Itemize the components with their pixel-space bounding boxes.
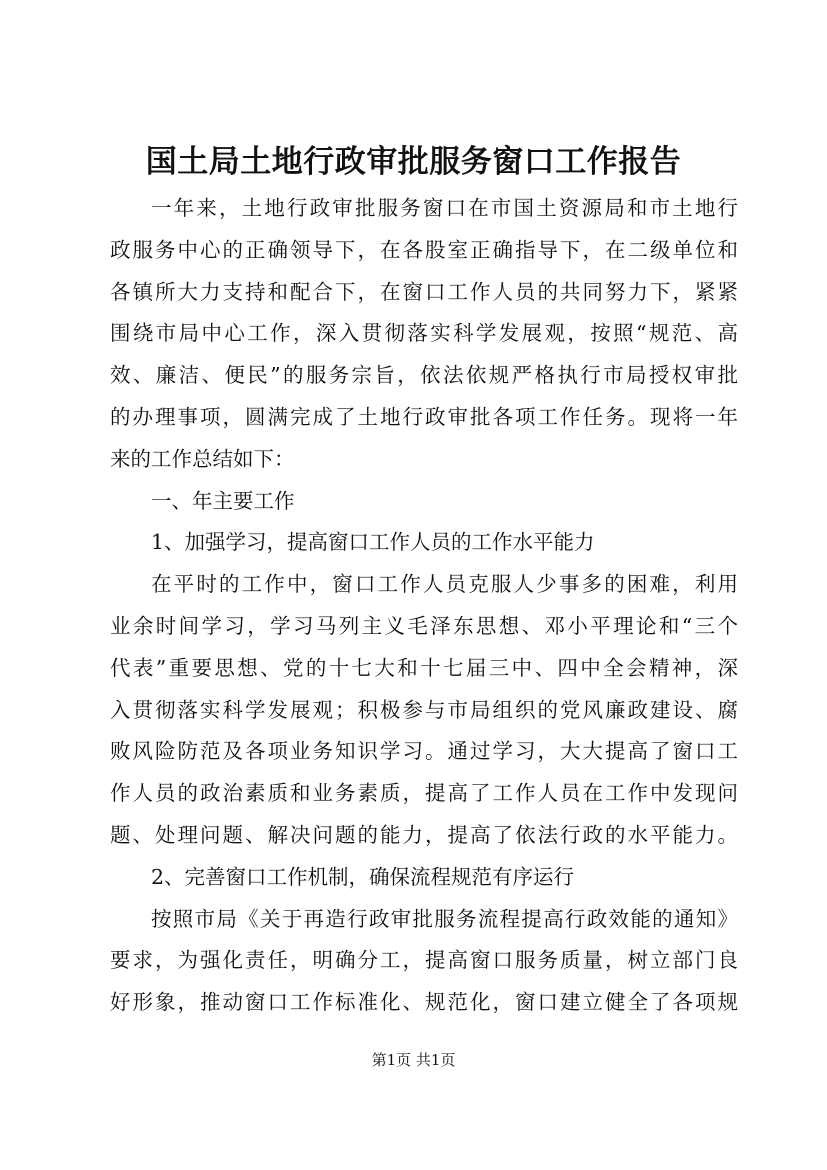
- text-line: 作人员的政治素质和业务素质，提高了工作人员在工作中发现问: [110, 781, 738, 806]
- document-body: [110, 188, 738, 1024]
- section-heading-main-work: [110, 481, 738, 523]
- text-line: 在平时的工作中，窗口工作人员克服人少事多的困难，利用: [151, 572, 738, 597]
- text-line: 围绕市局中心工作，深入贯彻落实科学发展观，按照“规范、高: [110, 321, 738, 346]
- text-line: 各镇所大力支持和配合下，在窗口工作人员的共同努力下，紧紧: [110, 279, 738, 304]
- text-line: 要求，为强化责任，明确分工，提高窗口服务质量，树立部门良: [110, 948, 738, 973]
- text-line: 业余时间学习，学习马列主义毛泽东思想、邓小平理论和“三个: [110, 613, 738, 638]
- subheading-mechanism: [110, 857, 738, 899]
- page-number-footer: 第1页 共1页: [371, 1051, 456, 1069]
- text-line: 按照市局《关于再造行政审批服务流程提高行政效能的通知》: [151, 906, 738, 931]
- paragraph-mechanism: [110, 899, 738, 1024]
- text-line: 的办理事项，圆满完成了土地行政审批各项工作任务。现将一年: [110, 404, 738, 429]
- text-line: 一年来，土地行政审批服务窗口在市国土资源局和市土地行: [151, 196, 738, 220]
- text-line: 来的工作总结如下：: [110, 446, 295, 471]
- text-line: 败风险防范及各项业务知识学习。通过学习，大大提高了窗口工: [110, 739, 738, 764]
- text-line: 效、廉洁、便民”的服务宗旨，依法依规严格执行市局授权审批: [110, 363, 738, 388]
- document-title: 国土局土地行政审批服务窗口工作报告: [145, 144, 682, 180]
- text-line: 1、加强学习，提高窗口工作人员的工作水平能力: [151, 530, 595, 555]
- text-line: 一、年主要工作: [151, 488, 295, 513]
- text-line: 好形象，推动窗口工作标准化、规范化，窗口建立健全了各项规: [110, 990, 738, 1015]
- subheading-study: [110, 522, 738, 564]
- text-line: 代表”重要思想、党的十七大和十七届三中、四中全会精神，深: [110, 655, 738, 680]
- text-line: 2、完善窗口工作机制，确保流程规范有序运行: [151, 864, 575, 889]
- text-line: 题、处理问题、解决问题的能力，提高了依法行政的水平能力。: [110, 822, 738, 847]
- paragraph-study: [110, 564, 738, 857]
- paragraph-intro: [110, 188, 738, 481]
- text-line: 政服务中心的正确领导下，在各股室正确指导下，在二级单位和: [110, 237, 738, 262]
- text-line: 入贯彻落实科学发展观；积极参与市局组织的党风廉政建设、腐: [110, 697, 738, 722]
